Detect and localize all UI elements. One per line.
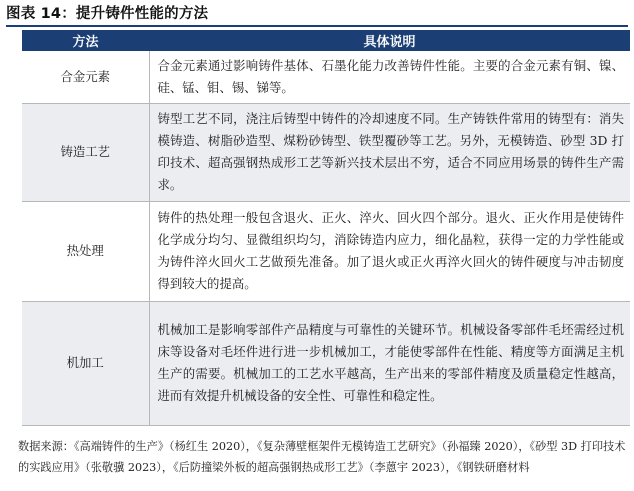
method-cell: 机加工 [22,301,149,425]
description-cell: 机械加工是影响零部件产品精度与可靠性的关键环节。机械设备零部件毛坯需经过机床等设备对毛坯件进行进一步机械加工，才能使零部件在性能、精度等方面满足主机生产的需要。机械加工的工艺水平越高，生产出来的零部件精度及质量稳定性越高，进而有效提升机械设备的安全性、可靠性和稳定性。 [149,301,630,425]
methods-table [22,30,630,426]
header-method: 方法 [22,30,149,51]
description-cell: 合金元素通过影响铸件基体、石墨化能力改善铸件性能。主要的合金元素有铜、镍、硅、锰、钼、锡、锑等。 [149,51,630,103]
title-rule [6,25,628,27]
header-description: 具体说明 [149,30,630,51]
description-cell: 铸件的热处理一般包含退火、正火、淬火、回火四个部分。退火、正火作用是使铸件化学成分均匀、显微组织均匀，消除铸造内应力，细化晶粒，获得一定的力学性能或为铸件淬火回火工艺做预先准备。加了退火或正火再淬火回火的铸件硬度与冲击韧度得到较大的提高。 [149,201,630,301]
figure-title: 图表 14：提升铸件性能的方法 [6,6,209,22]
table-row [22,301,630,425]
table-row [22,201,630,301]
method-cell: 热处理 [22,201,149,301]
source-footnote: 数据来源：《高端铸件的生产》（杨红生 2020），《复杂薄壁框架件无模铸造工艺研究》（孙福臻 2020），《砂型 3D 打印技术的实践应用》（张敬骥 2023），《后防撞梁外板的超高强钢热成形工艺》（李蒽宇 2023），《钢铁研磨材料 [18,440,626,474]
description-cell: 铸型工艺不同，浇注后铸型中铸件的冷却速度不同。生产铸铁件常用的铸型有：消失模铸造、树脂砂造型、煤粉砂铸型、铁型覆砂等工艺。另外，无模铸造、砂型 3D 打印技术、超高强钢热成形工艺等新兴技术层出不穷，适合不同应用场景的铸件生产需求。 [149,103,630,201]
method-cell: 合金元素 [22,51,149,103]
table-row [22,103,630,201]
table-header-row [22,30,630,51]
method-cell: 铸造工艺 [22,103,149,201]
table-row [22,51,630,103]
